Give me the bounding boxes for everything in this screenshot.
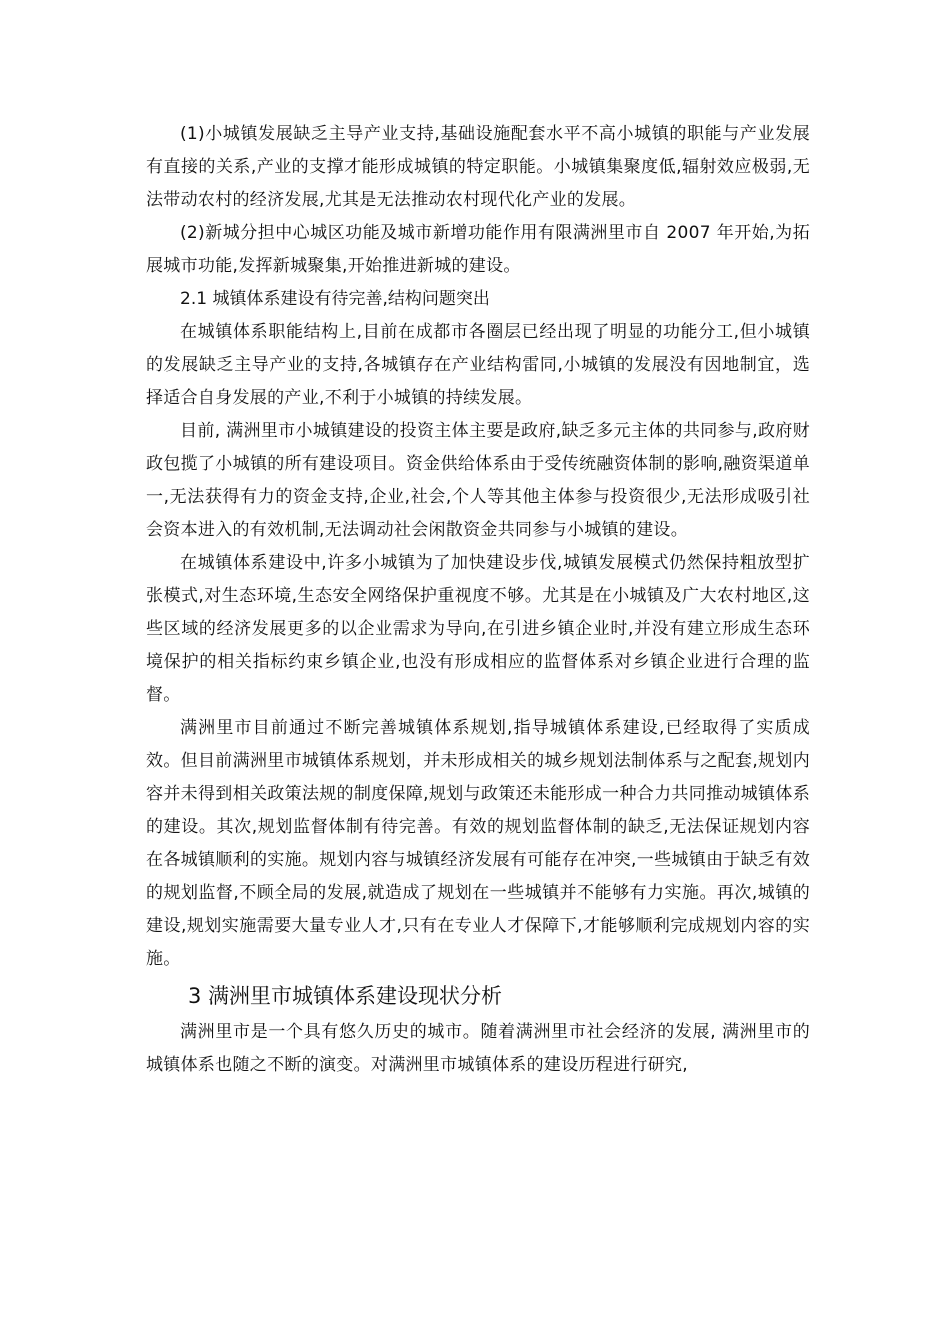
paragraph-2: (2)新城分担中心城区功能及城市新增功能作用有限满洲里市自 2007 年开始,为拓展城市功能,发挥新城聚集,开始推进新城的建设。 [146,223,810,276]
paragraph-4: 目前, 满洲里市小城镇建设的投资主体主要是政府,缺乏多元主体的共同参与,政府财政包揽了小城镇的所有建设项目。资金供给体系由于受传统融资体制的影响,融资渠道单一,无法获得有力的资金支持,企业,社会,个人等其他主体参与投资很少,无法形成吸引社会资本进入的有效机制,无法调动社会闲散资金共同参与小城镇的建设。 [146,421,810,540]
section-heading-2-1: 2.1 城镇体系建设有待完善,结构问题突出 [180,289,490,309]
paragraph-5: 在城镇体系建设中,许多小城镇为了加快建设步伐,城镇发展模式仍然保持粗放型扩张模式,对生态环境,生态安全网络保护重视度不够。尤其是在小城镇及广大农村地区,这些区域的经济发展更多的以企业需求为导向,在引进乡镇企业时,并没有建立形成生态环境保护的相关指标约束乡镇企业,也没有形成相应的监督体系对乡镇企业进行合理的监督。 [146,553,810,705]
paragraph-1: (1)小城镇发展缺乏主导产业支持,基础设施配套水平不高小城镇的职能与产业发展有直接的关系,产业的支撑才能形成城镇的特定职能。小城镇集聚度低,辐射效应极弱,无法带动农村的经济发展,尤其是无法推动农村现代化产业的发展。 [146,124,810,210]
paragraph-6: 满洲里市目前通过不断完善城镇体系规划,指导城镇体系建设,已经取得了实质成效。但目前满洲里市城镇体系规划，并未形成相关的城乡规划法制体系与之配套,规划内容并未得到相关政策法规的制度保障,规划与政策还未能形成一种合力共同推动城镇体系的建设。其次,规划监督体制有待完善。有效的规划监督体制的缺乏,无法保证规划内容在各城镇顺利的实施。规划内容与城镇经济发展有可能存在冲突,一些城镇由于缺乏有效的规划监督,不顾全局的发展,就造成了规划在一些城镇并不能够有力实施。再次,城镇的建设,规划实施需要大量专业人才,只有在专业人才保障下,才能够顺利完成规划内容的实施。 [146,718,810,969]
paragraph-7: 满洲里市是一个具有悠久历史的城市。随着满洲里市社会经济的发展, 满洲里市的城镇体系也随之不断的演变。对满洲里市城镇体系的建设历程进行研究, [146,1022,810,1075]
paragraph-3: 在城镇体系职能结构上,目前在成都市各圈层已经出现了明显的功能分工,但小城镇的发展缺乏主导产业的支持,各城镇存在产业结构雷同,小城镇的发展没有因地制宜，选择适合自身发展的产业,不利于小城镇的持续发展。 [146,322,810,408]
section-heading-3: 3 满洲里市城镇体系建设现状分析 [188,984,503,1008]
document-body [146,118,810,1082]
